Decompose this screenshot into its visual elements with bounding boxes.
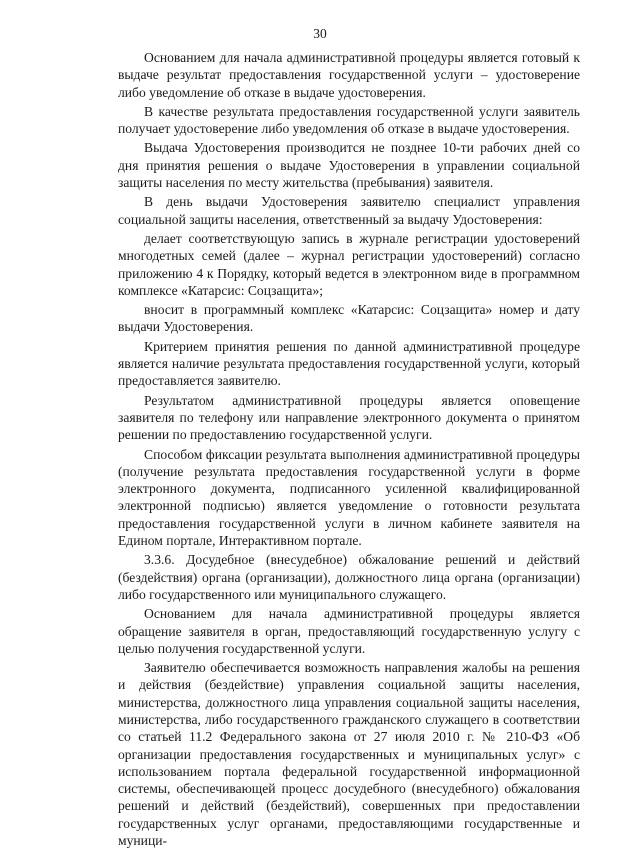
paragraph: Результатом административной процедуры является оповещение заявителя по телефону или направление электронного документа о принятом решении по предоставлению государственной услуги.: [118, 392, 580, 443]
paragraph: Заявителю обеспечивается возможность направления жалобы на решения и действия (бездействие) управления социальной защиты населения, министерства, должностного лица управления социальной защиты населения, министерства, либо государственного гражданского служащего в соответствии со статьей 11.2 Федерального закона от 27 июля 2010 г. № 210-ФЗ «Об организации предоставления государственных и муниципальных услуг» с использованием портала федеральной государственной информационной системы, обеспечивающей процесс досудебного (внесудебного) обжалования решений и действий (бездействий), совершенных при предоставлении государственных услуг органами, предоставляющими государственные и муници-: [118, 660, 580, 849]
paragraph: Выдача Удостоверения производится не позднее 10-ти рабочих дней со дня принятия решения о выдаче Удостоверения в управлении социальной защиты населения по месту жительства (пребывания) заявителя.: [118, 140, 580, 191]
paragraph: Основанием для начала административной процедуры является обращение заявителя в орган, предоставляющий государственную услугу с целью получения государственной услуги.: [118, 606, 580, 656]
paragraph: В день выдачи Удостоверения заявителю специалист управления социальной защиты населения, ответственный за выдачу Удостоверения:: [118, 194, 580, 227]
page-number: 30: [313, 26, 327, 41]
paragraph: Основанием для начала административной процедуры является готовый к выдаче результат предоставления государственной услуги – удостоверение либо уведомление об отказе в выдаче удостоверения.: [118, 50, 580, 100]
paragraph: Способом фиксации результата выполнения административной процедуры (получение результата предоставления государственной услуги в форме электронного документа, подписанного усиленной квалифицированной электронной подписью) является уведомление о готовности результата предоставления государственной услуги в личном кабинете заявителя на Едином портале, Интерактивном портале.: [118, 446, 580, 549]
paragraph: В качестве результата предоставления государственной услуги заявитель получает удостоверение либо уведомления об отказе в выдаче удостоверения.: [118, 103, 580, 137]
document-body: [118, 49, 580, 851]
section-heading-paragraph: 3.3.6. Досудебное (внесудебное) обжалование решений и действий (бездействия) органа (организации), должностного лица органа (организации) либо государственного или муниципального служащего.: [118, 552, 580, 602]
paragraph: Критерием принятия решения по данной административной процедуре является наличие результата предоставления государственной услуги, который предоставляется заявителю.: [118, 338, 580, 389]
paragraph: делает соответствующую запись в журнале регистрации удостоверений многодетных семей (далее – журнал регистрации удостоверений) согласно приложению 4 к Порядку, который ведется в электронном виде в программном комплексе «Катарсис: Соцзащита»;: [118, 230, 580, 298]
paragraph: вносит в программный комплекс «Катарсис: Соцзащита» номер и дату выдачи Удостоверения.: [118, 302, 580, 335]
